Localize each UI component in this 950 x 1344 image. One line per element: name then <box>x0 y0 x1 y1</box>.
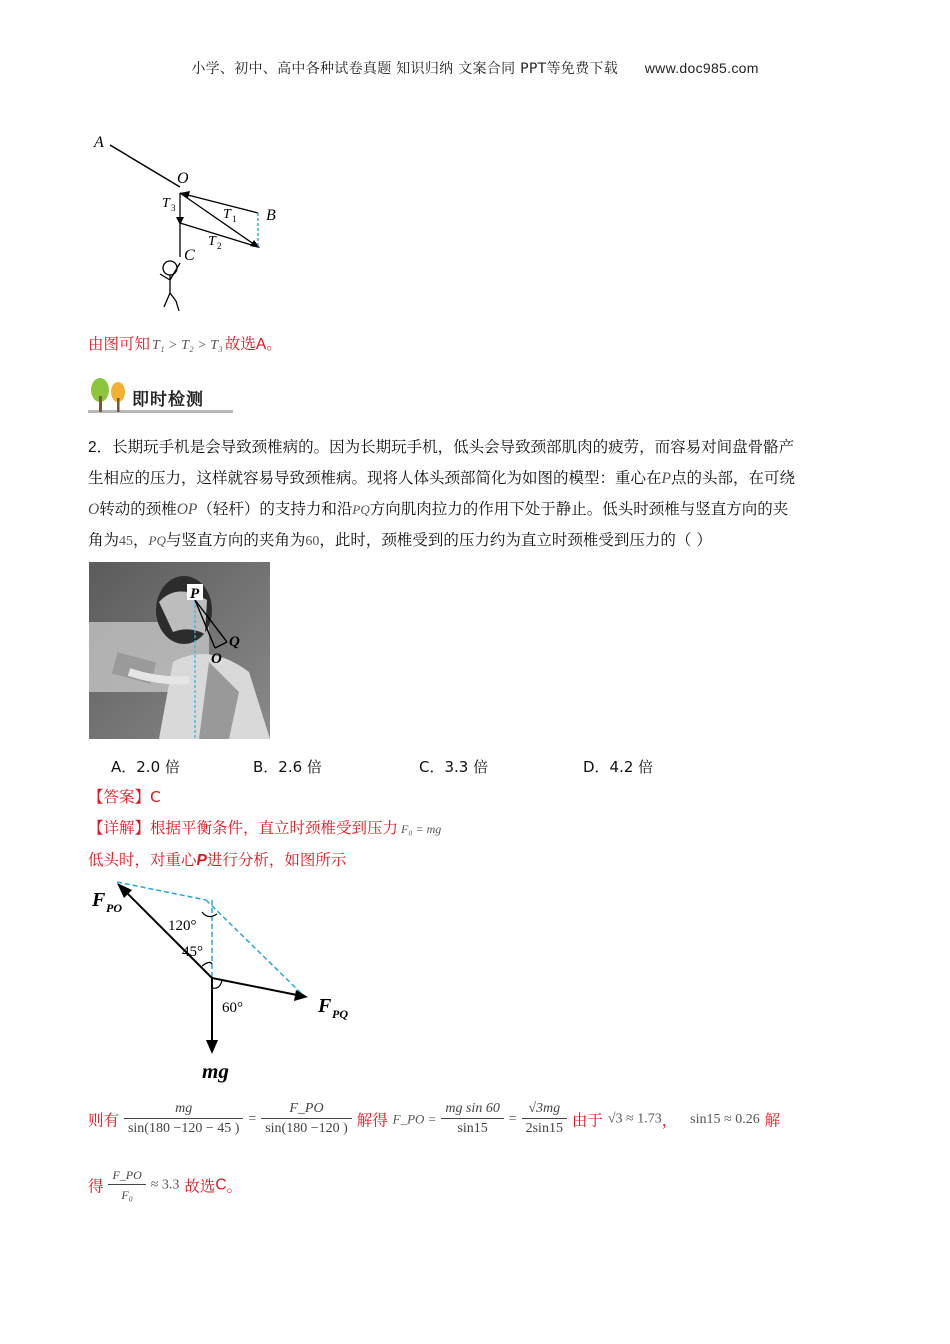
eq-frac-3-den: sin15 <box>441 1118 503 1139</box>
label-fpq-sub: PQ <box>332 1007 348 1021</box>
label-t3-sub: 3 <box>171 203 176 213</box>
conclusion-1-prefix: 由图可知 <box>88 335 151 353</box>
label-120: 120° <box>168 918 197 934</box>
eq-frac-2-num: F_PO <box>289 1101 324 1116</box>
question-2-stem <box>88 432 863 557</box>
final-suffix: 故选 <box>184 1177 216 1196</box>
question-l4d: ，此时，颈椎受到的压力约为直立时颈椎受到压力的（ ） <box>319 531 712 549</box>
eq-frac-2 <box>261 1100 352 1139</box>
question-l2a: 生相应的压力，这样就容易导致颈椎病。现将人体头颈部简化为如图的模型：重心在 <box>88 469 662 487</box>
option-b[interactable]: B．2.6 倍 <box>253 758 322 776</box>
final-prefix: 得 <box>88 1177 104 1196</box>
photo-label-q: Q <box>229 634 240 650</box>
final-frac <box>108 1166 145 1205</box>
label-60: 60° <box>222 1000 243 1016</box>
final-line <box>88 1166 242 1205</box>
question-l3o: O <box>88 501 100 518</box>
eq-approx-2: sin15 ≈ 0.26 <box>690 1111 760 1127</box>
label-t3: T <box>162 196 170 211</box>
fpo-vector <box>122 888 212 978</box>
label-b: B <box>266 207 276 224</box>
photo-label-p: P <box>190 586 200 602</box>
label-o: O <box>177 170 189 187</box>
question-l4v1: 45 <box>119 534 134 549</box>
final-choice: C <box>215 1176 227 1194</box>
header-site[interactable]: www.doc985.com <box>644 60 759 76</box>
question-l3c: 方向肌肉拉力的作用下处于静止。低头时颈椎与竖直方向的夹 <box>369 500 789 518</box>
question-l4b: ， <box>133 531 149 549</box>
final-approx: ≈ 3.3 <box>150 1177 180 1193</box>
question-line-1 <box>88 432 863 463</box>
final-end: 。 <box>226 1177 243 1196</box>
photo-illustration <box>89 562 270 739</box>
label-fpq: F <box>318 995 332 1017</box>
eq-frac-1-den: sin(180 −120 − 45 ) <box>124 1118 243 1139</box>
eq-frac-2-den: sin(180 −120 ) <box>261 1118 352 1139</box>
option-c[interactable]: C．3.3 倍 <box>419 758 489 776</box>
label-c: C <box>184 247 195 264</box>
question-l3b: （轻杆）的支持力和沿 <box>197 500 353 518</box>
analysis-p: P <box>196 852 207 869</box>
eq-solve-2: 解 <box>764 1111 781 1130</box>
question-l4a: 角为 <box>88 531 120 549</box>
option-a[interactable]: A．2.0 倍 <box>111 758 180 776</box>
conclusion-1-expr: T₁ > T₂ > T₃ <box>152 338 223 353</box>
question-l4v2: 60 <box>305 534 320 549</box>
final-frac-den: F₀ <box>108 1184 145 1205</box>
dashed-diagonal <box>206 900 304 996</box>
question-l3a: 转动的颈椎 <box>99 500 177 518</box>
arc-60 <box>212 980 222 988</box>
analysis-a: 低头时，对重心 <box>88 851 197 869</box>
question-line-2 <box>88 463 863 494</box>
answer-line: 【答案】C <box>88 788 161 806</box>
rope-force-diagram <box>80 125 300 320</box>
detail-label: 【详解】 <box>88 819 151 837</box>
label-a: A <box>94 134 104 151</box>
final-frac-num: F_PO <box>112 1168 142 1182</box>
eq-because: 由于 <box>571 1111 603 1130</box>
section-badge <box>88 376 233 414</box>
eq-approx-1: √3 ≈ 1.73 <box>607 1111 662 1127</box>
eq-solve: 解得 <box>356 1111 388 1130</box>
eq-prefix: 则有 <box>88 1111 120 1130</box>
conclusion-1 <box>88 332 282 358</box>
force-analysis-diagram <box>84 878 374 1088</box>
mg-arrowhead <box>206 1040 218 1054</box>
fpq-arrowhead <box>294 990 308 1001</box>
question-l2b: 点的头部，在可绕 <box>670 469 795 487</box>
eq-equals-2: = <box>508 1111 517 1127</box>
conclusion-1-choice: A <box>255 336 267 353</box>
eq-comma: ， <box>661 1111 678 1130</box>
label-fpo-sub: PO <box>106 901 122 915</box>
eq-equals: = <box>248 1111 257 1127</box>
question-number: 2． <box>88 439 113 456</box>
detail-text: 根据平衡条件，直立时颈椎受到压力 <box>150 819 399 837</box>
eq-frac-3-num: mg sin 60 <box>445 1101 500 1116</box>
question-l2p: P <box>661 470 671 487</box>
question-l1: 长期玩手机是会导致颈椎病的。因为长期玩手机，低头会导致颈部肌肉的疲劳，而容易对间盘骨骼产 <box>112 438 795 456</box>
page-header <box>0 58 950 78</box>
arc-45 <box>202 962 212 966</box>
section-title: 即时检测 <box>132 390 204 410</box>
eq-frac-3 <box>441 1100 503 1139</box>
header-text: 小学、初中、高中各种试卷真题 知识归纳 文案合同 PPT等免费下载 <box>191 61 618 77</box>
eq-frac-1-num: mg <box>175 1101 193 1116</box>
detail-f0: F₀ = mg <box>401 822 442 836</box>
question-line-4 <box>88 525 863 557</box>
question-l3op: OP <box>176 501 198 518</box>
conclusion-1-suffix: 故选 <box>224 335 256 353</box>
analysis-line <box>88 848 346 873</box>
detail-line <box>88 816 441 841</box>
equation-line <box>88 1100 868 1139</box>
label-45: 45° <box>182 944 203 960</box>
eq-lhs: F_PO = <box>392 1111 437 1127</box>
ob-diagonal <box>180 193 258 247</box>
label-t1-sub: 1 <box>232 214 237 224</box>
analysis-b: 进行分析，如图所示 <box>206 851 347 869</box>
eq-frac-4-num: √3mg <box>528 1101 561 1116</box>
arc-120 <box>202 912 217 917</box>
eq-frac-4-den: 2sin15 <box>522 1118 567 1139</box>
eq-frac-4 <box>522 1100 567 1139</box>
t1-vector <box>180 193 258 213</box>
question-l3pq: PQ <box>352 502 370 517</box>
question-l4pq: PQ <box>148 533 166 548</box>
eq-frac-1 <box>124 1100 243 1139</box>
label-mg: mg <box>202 1059 229 1083</box>
question-line-3 <box>88 494 863 525</box>
neck-model-photo <box>89 562 270 739</box>
conclusion-1-end: 。 <box>266 335 282 353</box>
question-l4c: 与竖直方向的夹角为 <box>165 531 306 549</box>
label-t2-sub: 2 <box>217 241 222 251</box>
label-t2: T <box>208 234 216 249</box>
rope-ao <box>110 145 180 187</box>
label-t1: T <box>223 207 231 222</box>
label-fpo: F <box>92 889 106 911</box>
photo-label-o: O <box>211 651 222 667</box>
option-d[interactable]: D．4.2 倍 <box>583 758 654 776</box>
